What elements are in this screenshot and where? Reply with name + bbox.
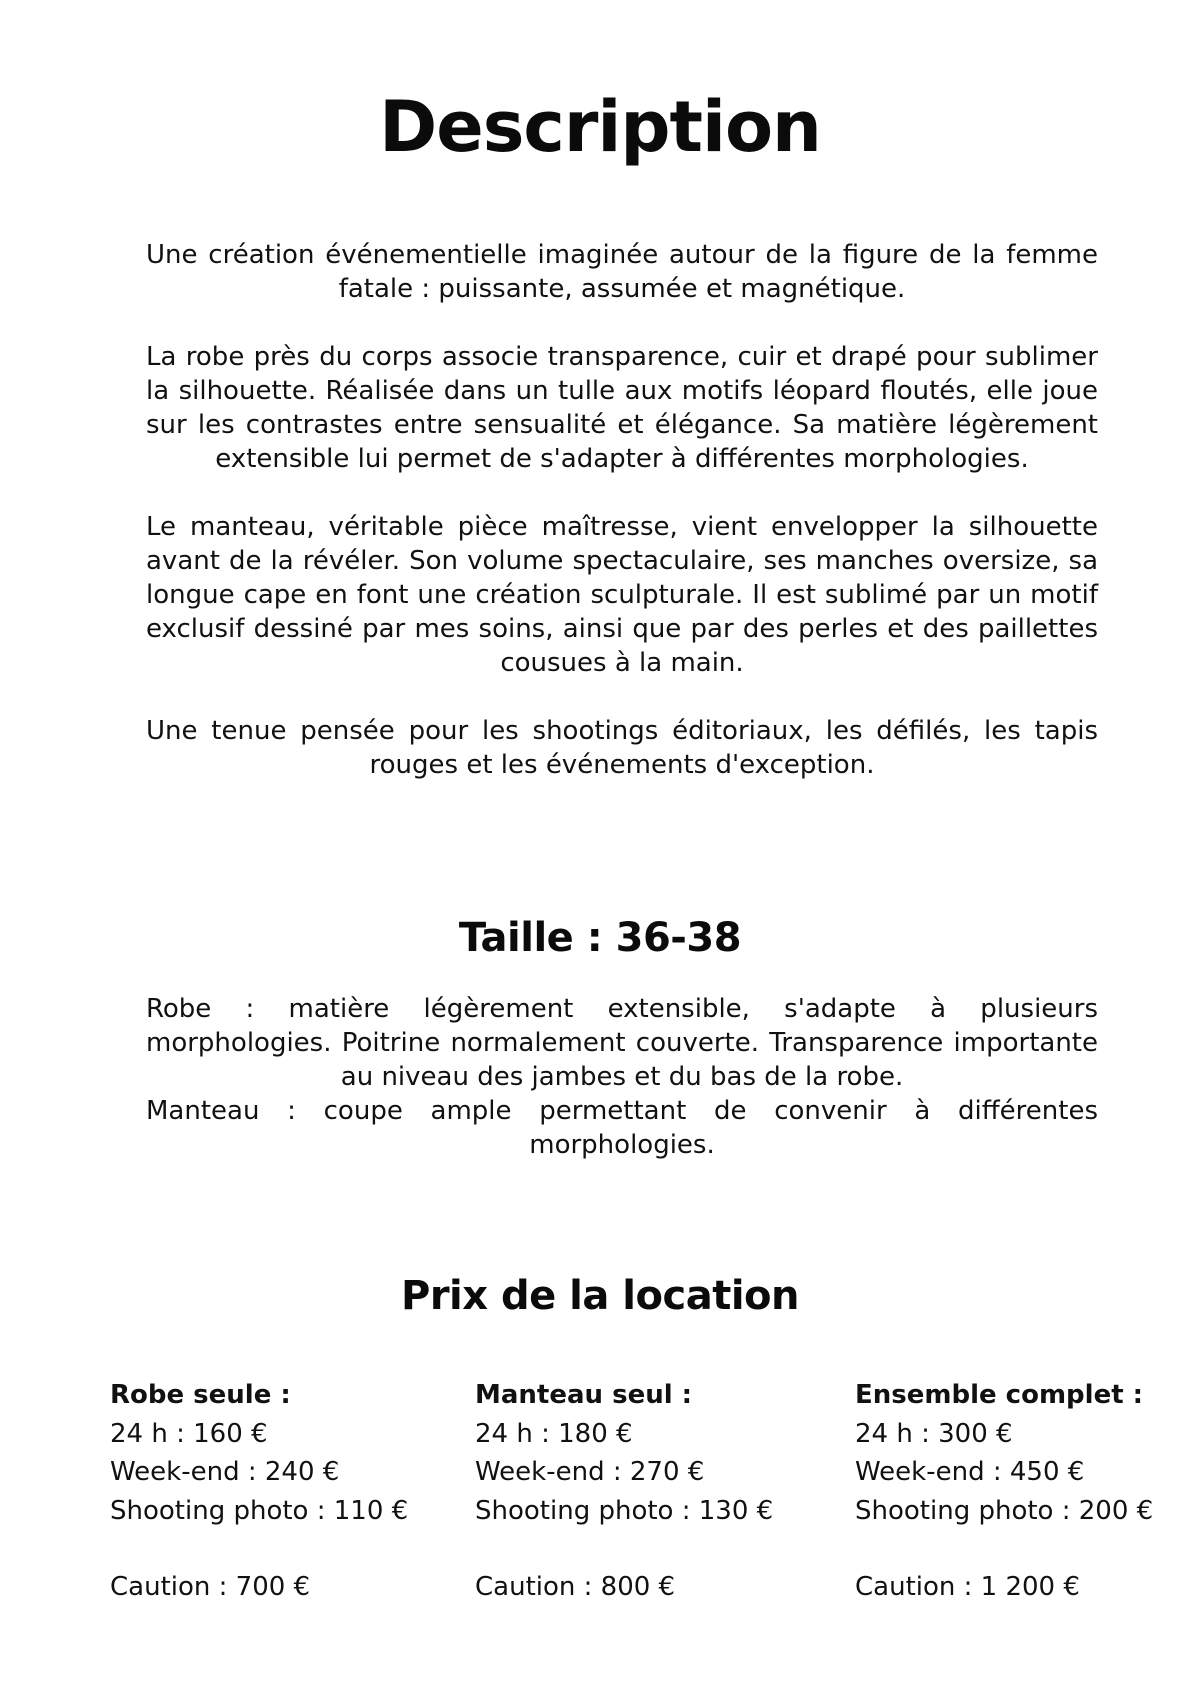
price-weekend: Week-end : 450 € [855, 1457, 1085, 1487]
description-text [146, 238, 1098, 782]
spacer [110, 1530, 408, 1568]
description-paragraph: Une tenue pensée pour les shootings éditoriaux, les défilés, les tapis rouges et les événements d'exception. [146, 716, 1098, 780]
price-column-heading: Robe seule : [110, 1380, 291, 1410]
price-column-manteau [475, 1376, 773, 1607]
price-column-heading: Manteau seul : [475, 1380, 693, 1410]
description-paragraph: Une création événementielle imaginée autour de la figure de la femme fatale : puissante, assumée et magnétique. [146, 240, 1098, 304]
size-title: Taille : 36-38 [458, 915, 742, 961]
price-24h: 24 h : 160 € [110, 1418, 268, 1449]
price-shooting: Shooting photo : 130 € [475, 1495, 774, 1526]
size-line-manteau: Manteau : coupe ample permettant de convenir à différentes morphologies. [146, 1096, 1098, 1160]
price-24h: 24 h : 300 € [855, 1418, 1013, 1449]
size-line-robe: Robe : matière légèrement extensible, s'adapte à plusieurs morphologies. Poitrine normalement couverte. Transparence importante au niveau des jambes et du bas de la robe. [146, 994, 1098, 1092]
price-column-heading: Ensemble complet : [855, 1380, 1144, 1410]
price-shooting: Shooting photo : 110 € [110, 1495, 409, 1526]
spacer [855, 1530, 1153, 1568]
price-deposit: Caution : 1 200 € [855, 1572, 1080, 1602]
price-column-ensemble [855, 1376, 1153, 1607]
size-text [146, 992, 1098, 1162]
price-weekend: Week-end : 270 € [475, 1457, 705, 1487]
price-24h: 24 h : 180 € [475, 1418, 633, 1449]
page-title: Description [379, 86, 821, 168]
price-deposit: Caution : 800 € [475, 1572, 676, 1602]
price-deposit: Caution : 700 € [110, 1572, 311, 1602]
spacer [475, 1530, 773, 1568]
price-column-robe [110, 1376, 408, 1607]
price-shooting: Shooting photo : 200 € [855, 1495, 1154, 1526]
price-weekend: Week-end : 240 € [110, 1457, 340, 1487]
description-paragraph: La robe près du corps associe transparence, cuir et drapé pour sublimer la silhouette. Réalisée dans un tulle aux motifs léopard floutés, elle joue sur les contrastes entre sensualité et élégance. Sa matière légèrement extensible lui permet de s'adapter à différentes morphologies. [146, 342, 1098, 474]
description-paragraph: Le manteau, véritable pièce maîtresse, vient envelopper la silhouette avant de la révéler. Son volume spectaculaire, ses manches oversize, sa longue cape en font une création sculpturale. Il est sublimé par un motif exclusif dessiné par mes soins, ainsi que par des perles et des paillettes cousues à la main. [146, 512, 1098, 678]
price-title: Prix de la location [401, 1273, 799, 1319]
